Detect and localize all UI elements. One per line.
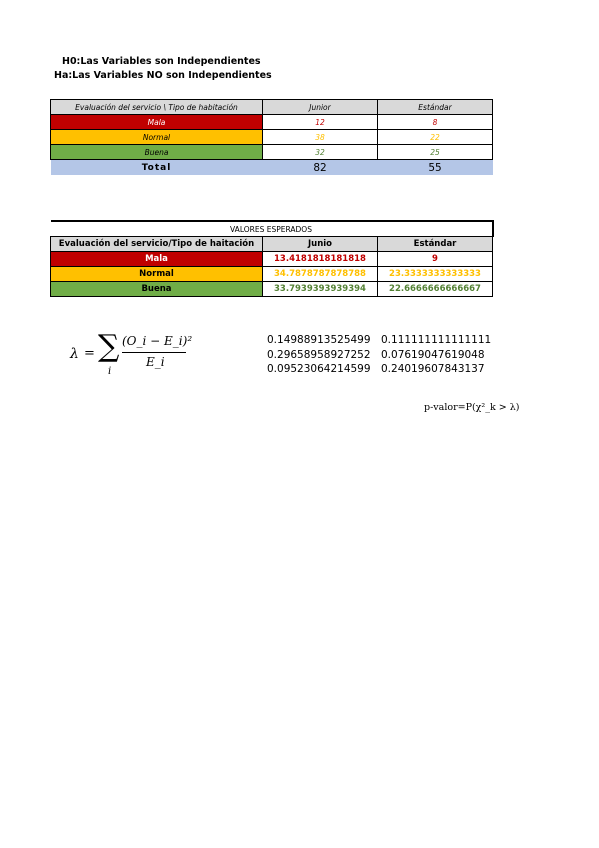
lambda-value: 0.09523064214599 [267,363,371,375]
row-label-buena: Buena [51,282,263,297]
total-label: Total [51,160,263,176]
table-row [51,282,493,297]
expected-title: VALORES ESPERADOS [51,221,493,237]
observed-table [50,99,493,175]
table-row [51,252,493,267]
lambda-row [267,333,491,348]
table-row [51,115,493,130]
lambda-value: 0.29658958927252 [267,348,371,361]
cell-value: 23.3333333333333 [378,267,493,282]
lambda-value: 0.111111111111111 [381,334,492,346]
lambda-value: 0.24019607843137 [381,363,485,375]
row-label-normal: Normal [51,130,263,145]
alternative-hypothesis: Ha:Las Variables NO son Independientes [54,70,272,81]
cell-value: 22.6666666666667 [378,282,493,297]
cell-value: 8 [378,115,493,130]
table-row [51,145,493,160]
expected-title-row [51,221,493,237]
lambda-value: 0.07619047619048 [381,348,485,361]
null-hypothesis: H0:Las Variables son Independientes [62,56,261,67]
formula-fraction-bar [122,352,186,353]
total-row [51,160,493,176]
formula-denominator: E_i [146,355,165,369]
formula-lambda: λ [70,346,79,362]
cell-value: 22 [378,130,493,145]
cell-value: 33.7939393939394 [263,282,378,297]
formula-sum-index: i [108,366,112,377]
expected-header-estandar: Estándar [378,237,493,252]
row-label-mala: Mala [51,252,263,267]
observed-header-row [51,100,493,115]
row-label-mala: Mala [51,115,263,130]
lambda-values [267,333,491,377]
expected-header-label: Evaluación del servicio/Tipo de haitación [51,237,263,252]
row-label-normal: Normal [51,267,263,282]
cell-value: 38 [263,130,378,145]
observed-header-junior: Junior [263,100,378,115]
p-value-formula: p-valor=P(χ²_k > λ) [424,402,520,413]
cell-value: 34.7878787878788 [263,267,378,282]
lambda-row [267,348,491,363]
expected-header-row [51,237,493,252]
formula-numerator: (O_i − E_i)² [122,334,193,348]
cell-value: 12 [263,115,378,130]
observed-header-label: Evaluación del servicio \ Tipo de habitación [51,100,263,115]
table-row [51,267,493,282]
observed-header-estandar: Estándar [378,100,493,115]
expected-table [50,220,494,297]
formula-sum-symbol: ∑ [98,329,120,364]
lambda-row [267,362,491,377]
expected-header-junio: Junio [263,237,378,252]
cell-value: 13.4181818181818 [263,252,378,267]
table-row [51,130,493,145]
total-value: 55 [378,160,493,176]
row-label-buena: Buena [51,145,263,160]
cell-value: 25 [378,145,493,160]
cell-value: 32 [263,145,378,160]
formula-equals: = [84,346,95,361]
cell-value: 9 [378,252,493,267]
total-value: 82 [263,160,378,176]
lambda-value: 0.14988913525499 [267,334,371,346]
